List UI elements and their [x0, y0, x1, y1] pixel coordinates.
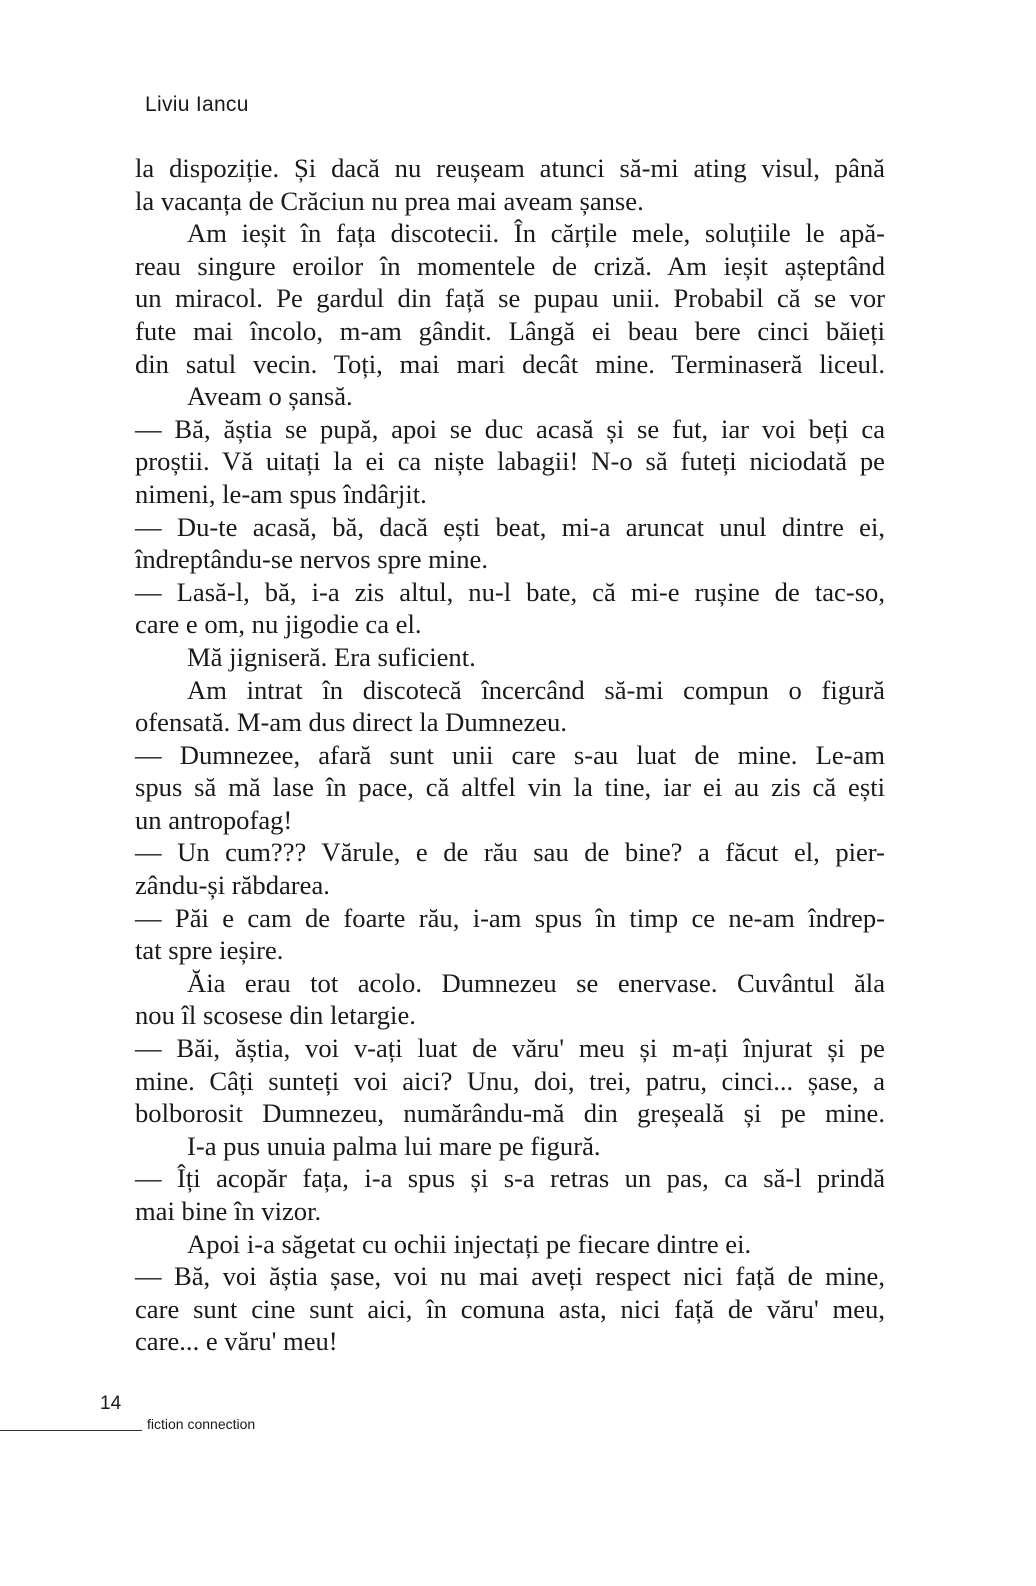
text-line: — Păi e cam de foarte rău, i-am spus în timp ce ne-am îndrep-: [135, 902, 885, 933]
text-line: mine. Câți sunteți voi aici? Unu, doi, trei, patru, cinci... șase, a: [135, 1065, 885, 1096]
text-line: din satul vecin. Toți, mai mari decât mine. Terminaseră liceul.: [135, 348, 885, 379]
text-line: — Îți acopăr fața, i-a spus și s-a retras un pas, ca să-l prindă: [135, 1163, 885, 1194]
text-line: Aveam o șansă.: [187, 381, 353, 412]
text-line: care e om, nu jigodie ca el.: [135, 609, 422, 640]
text-line: Am ieșit în fața discotecii. În cărțile mele, soluțiile le apă-: [187, 218, 885, 249]
text-line: care sunt cine sunt aici, în comuna asta, nici față de văru' meu,: [135, 1293, 885, 1324]
text-line: — Du-te acasă, bă, dacă ești beat, mi-a aruncat unul dintre ei,: [135, 511, 885, 542]
text-line: la vacanța de Crăciun nu prea mai aveam șanse.: [135, 185, 644, 216]
page-number: 14: [100, 1393, 122, 1414]
text-line: I-a pus unuia palma lui mare pe figură.: [187, 1130, 601, 1161]
text-line: Apoi i-a săgetat cu ochii injectați pe fiecare dintre ei.: [187, 1228, 752, 1259]
text-line: un miracol. Pe gardul din față se pupau unii. Probabil că se vor: [135, 283, 885, 314]
series-name: fiction connection: [147, 1416, 256, 1432]
text-line: — Bă, voi ăștia șase, voi nu mai aveți respect nici față de mine,: [135, 1261, 885, 1292]
text-line: spus să mă lase în pace, că altfel vin la tine, iar ei au zis că ești: [135, 772, 885, 803]
text-line: ofensată. M-am dus direct la Dumnezeu.: [135, 707, 567, 738]
text-line: bolborosit Dumnezeu, numărându-mă din greșeală și pe mine.: [135, 1098, 885, 1129]
text-line: — Un cum??? Vărule, e de rău sau de bine? a făcut el, pier-: [135, 837, 885, 868]
text-line: nou îl scosese din letargie.: [135, 1000, 416, 1031]
text-line: mai bine în vizor.: [135, 1196, 322, 1226]
body-text: [135, 152, 885, 1358]
text-line: — Dumnezee, afară sunt unii care s-au luat de mine. Le-am: [135, 739, 885, 770]
text-line: — Băi, ăștia, voi v-ați luat de văru' meu și m-ați înjurat și pe: [135, 1033, 885, 1064]
text-line: — Lasă-l, bă, i-a zis altul, nu-l bate, că mi-e rușine de tac-so,: [135, 576, 885, 607]
text-line: reau singure eroilor în momentele de criză. Am ieșit așteptând: [135, 250, 885, 281]
text-line: îndreptându-se nervos spre mine.: [135, 544, 489, 575]
text-line: un antropofag!: [135, 804, 293, 835]
text-line: la dispoziție. Și dacă nu reușeam atunci să-mi ating visul, până: [135, 153, 885, 183]
text-line: zându-și răbdarea.: [135, 870, 330, 901]
text-line: care... e văru' meu!: [135, 1326, 338, 1357]
running-header-author: Liviu Iancu: [145, 93, 249, 116]
text-line: — Bă, ăștia se pupă, apoi se duc acasă și se fut, iar voi beți ca: [135, 413, 885, 444]
text-line: nimeni, le-am spus îndârjit.: [135, 478, 427, 509]
text-line: Am intrat în discotecă încercând să-mi compun o figură: [187, 674, 885, 705]
text-line: tat spre ieșire.: [135, 935, 284, 966]
text-line: Mă jigniseră. Era suficient.: [187, 641, 476, 672]
text-line: proștii. Vă uitați la ei ca niște labagii! N-o să futeți niciodată pe: [135, 446, 885, 477]
footer-rule: [0, 1430, 142, 1431]
text-line: fute mai încolo, m-am gândit. Lângă ei beau bere cinci băieți: [135, 315, 885, 346]
text-line: Ăia erau tot acolo. Dumnezeu se enervase. Cuvântul ăla: [187, 967, 885, 998]
